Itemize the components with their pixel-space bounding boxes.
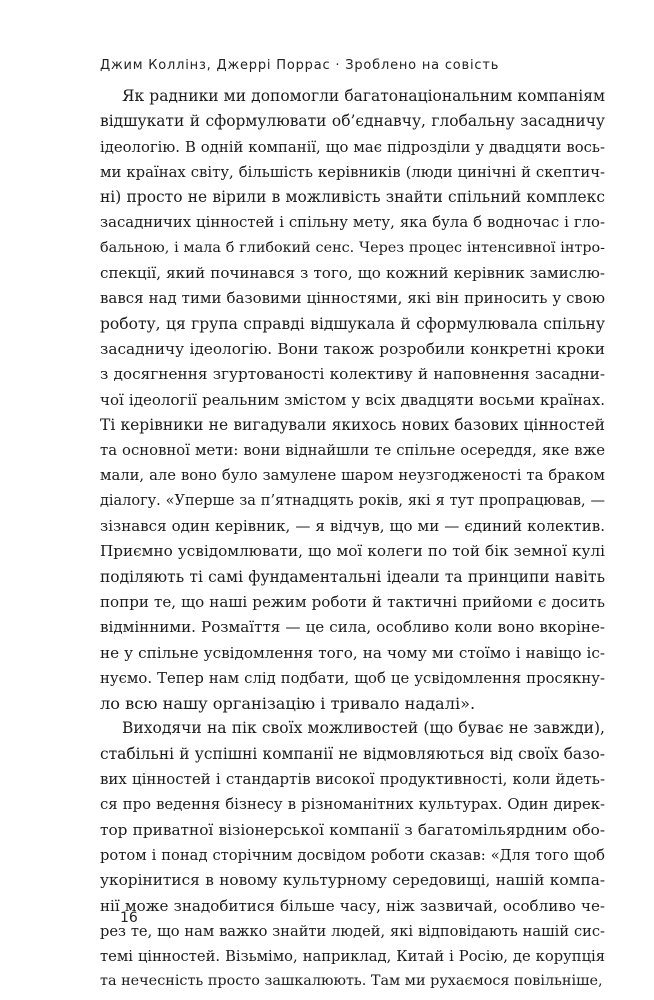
text-line: ми країнах світу, більшість керівників (люди цинічні й скептич- (100, 163, 605, 181)
text-line: та основної мети: вони віднайшли те спільне осереддя, яке вже (100, 442, 605, 460)
text-line: стабільні й успішні компанії не відмовляються від своїх базо- (100, 744, 605, 763)
text-line: чої ідеології реальним змістом у всіх двадцяти восьми країнах. (100, 390, 605, 409)
text-line: попри те, що наші режим роботи й тактичні прийоми є досить (100, 592, 605, 611)
running-head: Джим Коллінз, Джеррі Поррас · Зроблено на совість (100, 58, 500, 73)
text-line: темі цінностей. Візьмімо, наприклад, Китай і Росію, де корупція (100, 948, 605, 966)
paragraph (100, 84, 605, 716)
text-line: ся про ведення бізнесу в різноманітних культурах. Один дирек- (100, 796, 605, 814)
body-text (100, 84, 605, 995)
text-line: та нечесність просто зашкалюють. Там ми рухаємося повільніше, (100, 973, 603, 990)
text-line: поділяють ті самі фундаментальні ідеали та принципи навіть (100, 567, 605, 586)
text-line: укорінитися в новому культурному середовищі, нашій компа- (100, 871, 605, 890)
paragraphs (100, 84, 605, 995)
text-line: ротом і понад сторічним досвідом роботи сказав: «Для того щоб (100, 846, 605, 864)
text-line: ні) просто не вірили в можливість знайти спільний комплекс (100, 188, 605, 207)
text-line: рез те, що нам важко знайти людей, які відповідають нашій сис- (100, 922, 605, 940)
page-number: 16 (120, 910, 138, 926)
text-line: не у спільне усвідомлення того, на чому ми стоїмо і навіщо іс- (100, 643, 605, 662)
text-line: Виходячи на пік своїх можливостей (що буває не завжди), (122, 719, 605, 738)
text-line: відмінними. Розмаїття — це сила, особливо коли воно вкоріне- (100, 618, 605, 637)
text-line: ідеологію. В одній компанії, що має підрозділи у двадцяти вось- (100, 138, 605, 156)
text-line: Ті керівники не вигадували якихось нових базових цінностей (100, 415, 605, 434)
text-line: спекції, який починався з того, що кожний керівник замислю- (100, 264, 605, 283)
text-line: вих цінностей і стандартів високої продуктивності, коли йдеть- (100, 770, 605, 789)
text-line: роботу, ця група справді відшукала й сформулювала спільну (100, 314, 605, 333)
text-line: зізнався один керівник, — я відчув, що ми — єдиний колектив. (100, 517, 605, 536)
text-line: засадничих цінностей і спільну мету, яка була б водночас і гло- (100, 213, 605, 232)
text-line: вався над тими базовими цінностями, які він приносить у свою (100, 289, 605, 308)
text-line: відшукати й сформулювати об’єднавчу, глобальну засадничу (100, 112, 605, 131)
text-line: ло всю нашу організацію і тривало надалі». (100, 694, 476, 714)
text-line: діалогу. «Уперше за п’ятнадцять років, які я тут пропрацював, — (100, 492, 605, 509)
text-line: Як радники ми допомогли багатонаціональним компаніям (122, 87, 605, 105)
paragraph (100, 716, 605, 994)
text-line: нії може знадобитися більше часу, ніж зазвичай, особливо че- (100, 896, 605, 915)
text-line: нуємо. Тепер нам слід подбати, щоб це усвідомлення просякну- (100, 669, 605, 687)
text-line: Приємно усвідомлювати, що мої колеги по той бік земної кулі (100, 542, 605, 561)
text-line: мали, але воно було замулене шаром неузгодженості та браком (100, 467, 605, 485)
text-line: з досягнення згуртованості колективу й наповнення засадни- (100, 365, 605, 384)
text-line: тор приватної візіонерської компанії з багатомільярдним обо- (100, 820, 605, 839)
text-line: засадничу ідеологію. Вони також розробили конкретні кроки (100, 339, 605, 358)
text-line: бальною, і мала б глибокий сенс. Через процес інтенсивної інтро- (100, 239, 605, 256)
